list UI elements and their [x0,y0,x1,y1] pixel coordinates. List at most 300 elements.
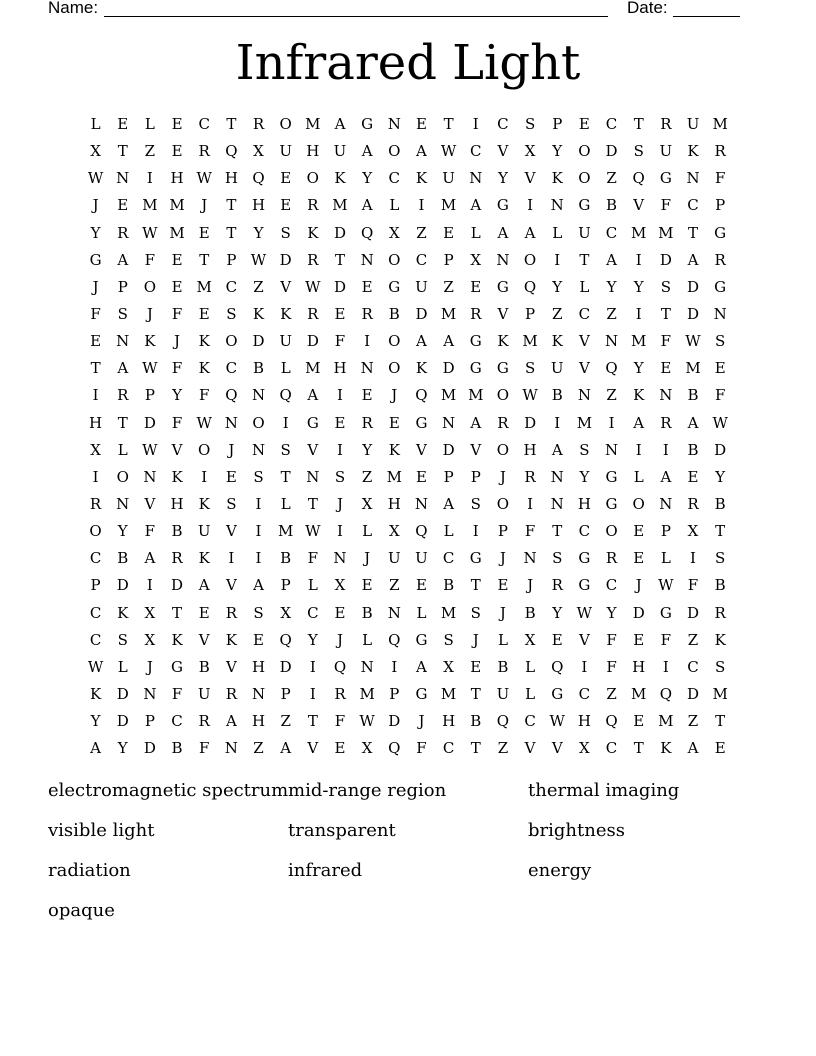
grid-letter[interactable]: X [144,603,156,622]
grid-letter[interactable]: G [551,685,564,704]
grid-letter[interactable]: X [144,630,156,649]
grid-letter[interactable]: Z [280,712,291,731]
grid-letter[interactable]: K [551,332,563,351]
grid-letter[interactable]: S [524,359,536,378]
grid-letter[interactable]: S [226,495,237,514]
grid-letter[interactable]: G [469,359,482,378]
grid-letter[interactable]: D [143,739,156,758]
grid-letter[interactable]: R [171,549,183,568]
grid-letter[interactable]: F [714,386,726,405]
grid-letter[interactable]: X [280,603,292,622]
grid-letter[interactable]: A [551,440,563,459]
grid-letter[interactable]: I [201,467,208,486]
grid-letter[interactable]: N [496,250,510,269]
grid-letter[interactable]: W [196,169,212,188]
grid-letter[interactable]: V [551,739,563,758]
grid-letter[interactable]: V [225,576,237,595]
grid-letter[interactable]: G [659,169,672,188]
grid-letter[interactable]: E [171,115,183,134]
grid-letter[interactable]: Q [388,739,401,758]
grid-letter[interactable]: O [523,250,537,269]
grid-letter[interactable]: I [581,657,588,676]
grid-letter[interactable]: U [578,223,591,242]
grid-letter[interactable]: K [415,169,428,188]
grid-letter[interactable]: L [470,223,481,242]
grid-letter[interactable]: Y [633,359,644,378]
grid-letter[interactable]: L [144,115,155,134]
grid-letter[interactable]: I [391,657,398,676]
grid-letter[interactable]: H [577,712,591,731]
grid-letter[interactable]: R [714,603,726,622]
grid-letter[interactable]: O [198,440,211,459]
grid-letter[interactable]: E [633,630,645,649]
grid-letter[interactable]: B [470,712,482,731]
grid-letter[interactable]: N [251,386,266,405]
grid-letter[interactable]: Y [117,522,128,541]
grid-letter[interactable]: T [715,522,726,541]
grid-letter[interactable]: Q [605,712,618,731]
grid-letter[interactable]: B [497,657,509,676]
grid-letter[interactable]: F [334,332,346,351]
grid-letter[interactable]: V [307,440,319,459]
grid-letter[interactable]: Z [687,712,699,731]
grid-letter[interactable]: C [442,739,455,758]
grid-letter[interactable]: F [714,169,726,188]
grid-letter[interactable]: I [146,169,153,188]
grid-letter[interactable]: A [117,359,129,378]
grid-letter[interactable]: V [578,630,590,649]
grid-letter[interactable]: K [171,467,183,486]
grid-letter[interactable]: U [659,142,673,161]
grid-letter[interactable]: V [524,739,536,758]
grid-letter[interactable]: O [605,522,618,541]
grid-letter[interactable]: T [172,603,183,622]
grid-letter[interactable]: S [524,115,536,134]
grid-letter[interactable]: O [89,522,102,541]
grid-letter[interactable]: W [87,657,104,676]
grid-letter[interactable]: R [225,603,237,622]
grid-letter[interactable]: N [550,467,564,486]
grid-letter[interactable]: V [633,196,645,215]
grid-letter[interactable]: I [364,332,371,351]
grid-letter[interactable]: J [336,630,343,649]
grid-letter[interactable]: V [497,305,509,324]
grid-letter[interactable]: H [170,495,184,514]
grid-letter[interactable]: O [632,495,645,514]
grid-letter[interactable]: X [687,522,699,541]
grid-letter[interactable]: C [225,277,238,296]
grid-letter[interactable]: J [92,277,99,296]
grid-letter[interactable]: F [334,712,346,731]
grid-letter[interactable]: W [250,250,267,269]
grid-letter[interactable]: G [388,277,401,296]
grid-letter[interactable]: W [87,169,104,188]
grid-letter[interactable]: U [197,522,211,541]
grid-letter[interactable]: B [388,305,400,324]
grid-letter[interactable]: W [549,712,565,731]
grid-letter[interactable]: X [388,223,400,242]
grid-letter[interactable]: N [550,196,564,215]
grid-letter[interactable]: J [92,196,99,215]
grid-letter[interactable]: N [577,386,591,405]
grid-letter[interactable]: C [171,712,183,731]
grid-letter[interactable]: F [524,522,536,541]
grid-letter[interactable]: E [171,250,183,269]
grid-letter[interactable]: U [496,685,510,704]
grid-letter[interactable]: F [606,657,617,676]
grid-letter[interactable]: T [633,739,644,758]
grid-letter[interactable]: D [714,440,727,459]
grid-letter[interactable]: V [198,630,210,649]
grid-letter[interactable]: G [605,467,618,486]
grid-letter[interactable]: I [255,522,262,541]
grid-letter[interactable]: F [90,305,101,324]
grid-letter[interactable]: B [714,495,726,514]
grid-letter[interactable]: S [579,440,590,459]
grid-letter[interactable]: Q [523,277,537,296]
grid-letter[interactable]: P [525,305,536,324]
grid-letter[interactable]: G [496,277,509,296]
grid-letter[interactable]: N [604,332,619,351]
grid-letter[interactable]: E [171,142,183,161]
grid-letter[interactable]: H [387,495,401,514]
grid-letter[interactable]: Z [606,386,617,405]
grid-letter[interactable]: K [171,630,183,649]
grid-letter[interactable]: O [225,332,238,351]
grid-letter[interactable]: Q [388,630,401,649]
grid-letter[interactable]: M [169,196,185,215]
grid-letter[interactable]: R [551,576,563,595]
grid-letter[interactable]: Z [552,305,563,324]
grid-letter[interactable]: Z [606,305,617,324]
grid-letter[interactable]: B [198,657,210,676]
grid-letter[interactable]: O [388,250,401,269]
grid-letter[interactable]: P [280,685,291,704]
grid-letter[interactable]: R [307,305,319,324]
grid-letter[interactable]: G [578,549,591,568]
grid-letter[interactable]: T [660,305,671,324]
grid-letter[interactable]: L [117,657,128,676]
grid-letter[interactable]: E [415,467,427,486]
grid-letter[interactable]: F [171,305,183,324]
grid-letter[interactable]: N [686,169,700,188]
grid-letter[interactable]: C [605,739,618,758]
grid-letter[interactable]: S [470,495,481,514]
grid-letter[interactable]: L [579,277,590,296]
grid-letter[interactable]: E [361,277,373,296]
grid-letter[interactable]: Z [144,142,156,161]
grid-letter[interactable]: G [89,250,102,269]
grid-letter[interactable]: Y [90,712,101,731]
grid-letter[interactable]: I [690,549,696,568]
grid-letter[interactable]: I [472,115,479,134]
grid-letter[interactable]: Y [552,142,563,161]
grid-letter[interactable]: E [198,305,210,324]
grid-letter[interactable]: D [442,440,455,459]
grid-letter[interactable]: I [337,440,343,459]
grid-letter[interactable]: T [552,522,563,541]
grid-letter[interactable]: J [635,576,642,595]
grid-letter[interactable]: Z [361,467,373,486]
grid-letter[interactable]: R [198,142,210,161]
grid-letter[interactable]: D [143,413,156,432]
grid-letter[interactable]: R [660,115,672,134]
grid-letter[interactable]: Q [279,386,292,405]
grid-letter[interactable]: G [415,630,428,649]
grid-letter[interactable]: E [660,359,672,378]
grid-letter[interactable]: G [361,115,374,134]
grid-letter[interactable]: E [361,576,373,595]
grid-letter[interactable]: L [443,522,454,541]
grid-letter[interactable]: A [117,250,129,269]
grid-letter[interactable]: K [89,685,102,704]
grid-letter[interactable]: K [551,169,563,188]
grid-letter[interactable]: P [497,522,508,541]
grid-letter[interactable]: M [712,115,728,134]
grid-letter[interactable]: R [497,413,509,432]
grid-letter[interactable]: X [524,142,536,161]
grid-letter[interactable]: D [171,576,184,595]
grid-letter[interactable]: A [416,332,427,351]
grid-letter[interactable]: T [226,115,237,134]
grid-letter[interactable]: Z [416,223,427,242]
grid-letter[interactable]: F [144,522,156,541]
grid-letter[interactable]: Z [606,685,617,704]
grid-letter[interactable]: W [142,223,158,242]
grid-letter[interactable]: D [116,712,129,731]
grid-letter[interactable]: I [255,495,262,514]
grid-letter[interactable]: R [714,250,726,269]
grid-letter[interactable]: A [660,467,672,486]
grid-letter[interactable]: G [578,196,591,215]
grid-letter[interactable]: W [142,359,158,378]
grid-letter[interactable]: J [228,440,235,459]
grid-letter[interactable]: C [605,115,618,134]
grid-letter[interactable]: H [89,413,103,432]
grid-letter[interactable]: R [524,467,536,486]
grid-letter[interactable]: P [715,196,726,215]
grid-letter[interactable]: M [522,332,538,351]
grid-letter[interactable]: N [143,467,157,486]
grid-letter[interactable]: F [660,630,672,649]
grid-letter[interactable]: E [578,115,590,134]
grid-letter[interactable]: Q [415,522,428,541]
grid-letter[interactable]: S [552,549,563,568]
grid-letter[interactable]: N [387,603,401,622]
grid-letter[interactable]: G [496,196,509,215]
grid-letter[interactable]: W [305,522,321,541]
grid-letter[interactable]: I [418,196,425,215]
grid-letter[interactable]: X [361,739,373,758]
grid-letter[interactable]: L [362,630,373,649]
grid-letter[interactable]: L [633,467,644,486]
grid-letter[interactable]: T [470,739,481,758]
grid-letter[interactable]: T [443,115,454,134]
grid-letter[interactable]: Q [415,386,428,405]
grid-letter[interactable]: R [307,196,319,215]
grid-letter[interactable]: N [224,739,238,758]
grid-letter[interactable]: L [117,440,128,459]
grid-letter[interactable]: V [144,495,156,514]
grid-letter[interactable]: M [305,359,321,378]
grid-letter[interactable]: C [524,712,536,731]
grid-letter[interactable]: A [497,223,509,242]
grid-letter[interactable]: V [524,169,536,188]
grid-letter[interactable]: D [306,332,319,351]
grid-letter[interactable]: H [442,712,456,731]
grid-letter[interactable]: Q [279,630,292,649]
grid-letter[interactable]: O [306,169,319,188]
grid-letter[interactable]: T [90,359,101,378]
grid-letter[interactable]: W [576,603,593,622]
grid-letter[interactable]: I [472,522,479,541]
grid-letter[interactable]: B [687,440,699,459]
grid-letter[interactable]: O [496,495,510,514]
grid-letter[interactable]: G [415,685,428,704]
grid-letter[interactable]: N [116,332,130,351]
grid-letter[interactable]: U [333,142,347,161]
grid-letter[interactable]: Q [360,223,374,242]
grid-letter[interactable]: I [662,440,669,459]
grid-letter[interactable]: B [687,386,699,405]
grid-letter[interactable]: N [604,440,619,459]
grid-letter[interactable]: D [687,277,700,296]
grid-letter[interactable]: A [524,223,536,242]
grid-letter[interactable]: U [387,549,401,568]
grid-letter[interactable]: Z [687,630,699,649]
grid-letter[interactable]: E [334,739,346,758]
grid-letter[interactable]: U [686,115,700,134]
grid-letter[interactable]: I [635,250,642,269]
grid-letter[interactable]: M [631,332,647,351]
grid-letter[interactable]: N [251,685,266,704]
grid-letter[interactable]: J [146,305,153,324]
grid-letter[interactable]: X [443,657,454,676]
grid-letter[interactable]: G [415,413,428,432]
grid-letter[interactable]: J [527,576,534,595]
grid-letter[interactable]: J [146,657,153,676]
grid-letter[interactable]: D [333,277,346,296]
grid-letter[interactable]: P [660,522,671,541]
grid-letter[interactable]: Y [307,630,318,649]
grid-letter[interactable]: J [499,603,506,622]
grid-letter[interactable]: A [443,332,455,351]
grid-letter[interactable]: L [497,630,508,649]
name-blank-line[interactable] [104,16,608,17]
grid-letter[interactable]: M [658,712,674,731]
grid-letter[interactable]: I [635,440,642,459]
grid-letter[interactable]: C [687,657,699,676]
grid-letter[interactable]: F [687,576,699,595]
grid-letter[interactable]: J [418,712,425,731]
grid-letter[interactable]: X [470,250,482,269]
grid-letter[interactable]: V [578,359,590,378]
grid-letter[interactable]: E [470,277,482,296]
grid-letter[interactable]: K [497,332,509,351]
grid-letter[interactable]: M [440,386,457,405]
grid-letter[interactable]: R [361,413,373,432]
grid-letter[interactable]: F [660,196,672,215]
grid-letter[interactable]: U [279,332,292,351]
grid-letter[interactable]: L [416,603,427,622]
grid-letter[interactable]: V [280,277,292,296]
grid-letter[interactable]: R [89,495,102,514]
grid-letter[interactable]: F [144,250,156,269]
grid-letter[interactable]: O [496,440,510,459]
grid-letter[interactable]: K [307,223,319,242]
grid-letter[interactable]: B [524,603,536,622]
grid-letter[interactable]: I [92,386,99,405]
grid-letter[interactable]: C [687,196,699,215]
grid-letter[interactable]: N [659,386,673,405]
grid-letter[interactable]: F [171,685,183,704]
grid-letter[interactable]: S [253,467,264,486]
grid-letter[interactable]: E [551,630,563,649]
grid-letter[interactable]: I [309,657,316,676]
grid-letter[interactable]: E [280,169,292,188]
grid-letter[interactable]: G [714,223,727,242]
grid-letter[interactable]: M [386,467,402,486]
grid-letter[interactable]: C [198,115,210,134]
grid-letter[interactable]: A [633,413,645,432]
grid-letter[interactable]: N [224,413,238,432]
grid-letter[interactable]: A [361,142,373,161]
grid-letter[interactable]: C [470,142,482,161]
grid-letter[interactable]: N [333,549,347,568]
grid-letter[interactable]: D [116,576,129,595]
grid-letter[interactable]: E [198,223,210,242]
grid-letter[interactable]: N [360,250,374,269]
grid-letter[interactable]: Z [389,576,400,595]
grid-letter[interactable]: O [578,142,591,161]
grid-letter[interactable]: L [389,196,400,215]
grid-letter[interactable]: K [198,495,210,514]
grid-letter[interactable]: L [525,657,536,676]
grid-letter[interactable]: B [117,549,129,568]
grid-letter[interactable]: H [306,142,320,161]
grid-letter[interactable]: M [196,277,212,296]
grid-letter[interactable]: M [576,413,593,432]
grid-letter[interactable]: Z [497,739,509,758]
grid-letter[interactable]: O [279,115,292,134]
grid-letter[interactable]: C [578,685,591,704]
grid-letter[interactable]: C [442,549,455,568]
grid-letter[interactable]: M [468,386,484,405]
grid-letter[interactable]: F [198,386,210,405]
grid-letter[interactable]: K [415,359,428,378]
grid-letter[interactable]: I [228,549,235,568]
grid-letter[interactable]: E [334,413,346,432]
grid-letter[interactable]: I [146,576,153,595]
grid-letter[interactable]: S [470,603,481,622]
grid-letter[interactable]: V [225,657,237,676]
grid-letter[interactable]: C [89,603,102,622]
grid-letter[interactable]: C [497,115,509,134]
grid-letter[interactable]: A [280,739,292,758]
grid-letter[interactable]: S [253,603,264,622]
grid-letter[interactable]: Y [715,467,726,486]
grid-letter[interactable]: R [117,386,129,405]
grid-letter[interactable]: C [388,169,401,188]
grid-letter[interactable]: T [117,413,128,432]
grid-letter[interactable]: R [605,549,618,568]
grid-letter[interactable]: Y [606,277,617,296]
grid-letter[interactable]: S [715,332,726,351]
grid-letter[interactable]: I [337,386,343,405]
grid-letter[interactable]: V [470,440,482,459]
grid-letter[interactable]: Q [551,657,564,676]
grid-letter[interactable]: J [391,386,398,405]
